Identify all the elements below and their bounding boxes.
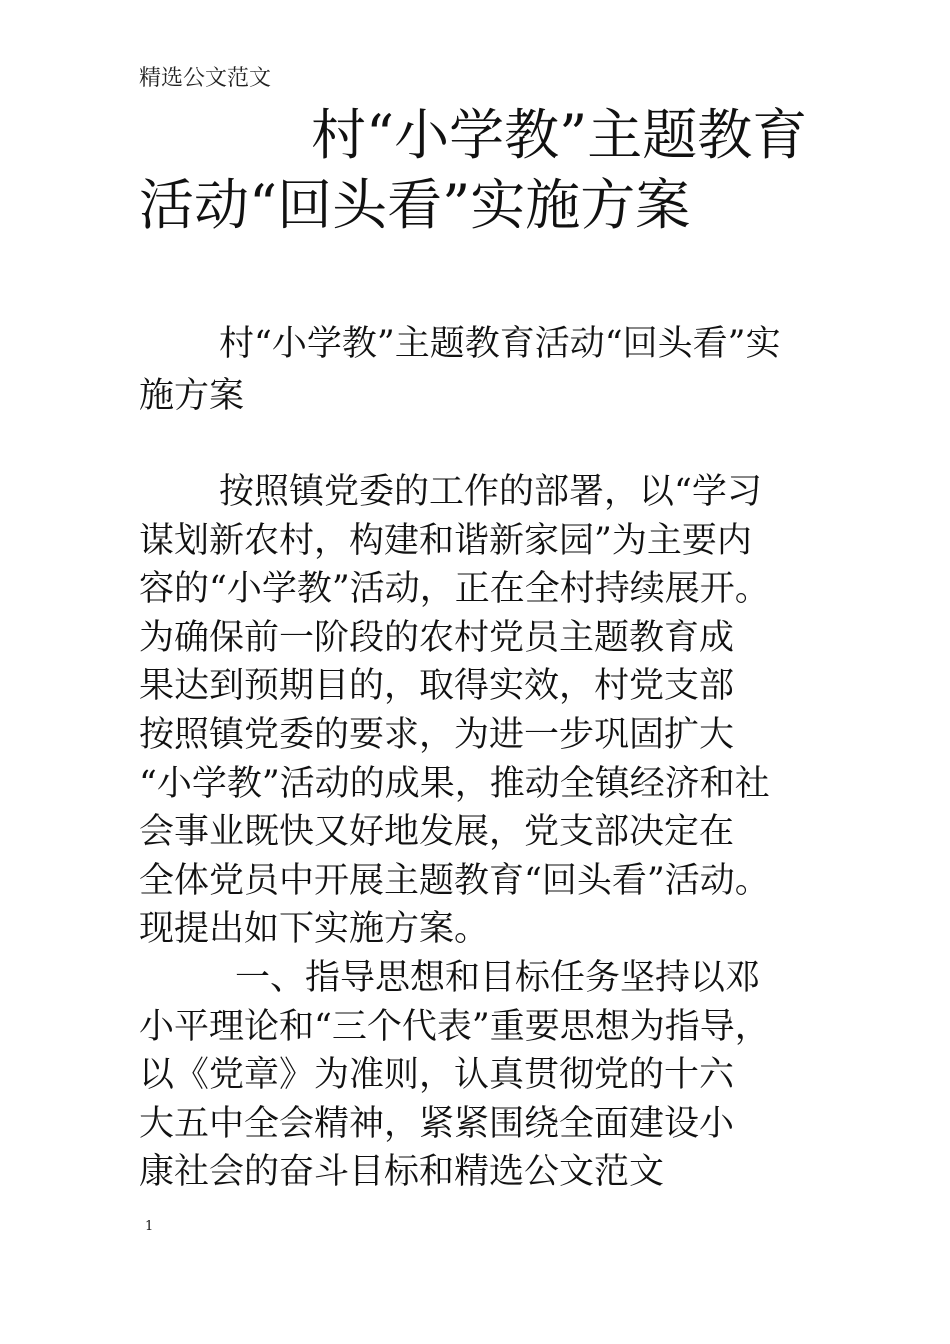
body-line: 为确保前一阶段的农村党员主题教育成 xyxy=(139,617,735,658)
body-line: 以《党章》为准则，认真贯彻党的十六 xyxy=(139,1055,735,1096)
title-line: 村“小学教”主题教育 xyxy=(311,103,808,167)
body-line: 谋划新农村，构建和谐新家园”为主要内 xyxy=(139,520,752,561)
body-line: 一、指导思想和目标任务坚持以邓 xyxy=(235,957,761,998)
body-line: 按照镇党委的要求，为进一步巩固扩大 xyxy=(139,714,735,755)
body-line: 大五中全会精神，紧紧围绕全面建设小 xyxy=(139,1103,735,1144)
body-line: 全体党员中开展主题教育“回头看”活动。 xyxy=(139,860,770,901)
page-header: 精选公文范文 xyxy=(139,66,272,91)
subtitle-line: 村“小学教”主题教育活动“回头看”实 xyxy=(219,324,781,364)
body-text xyxy=(139,468,839,1246)
body-line: 康社会的奋斗目标和精选公文范文 xyxy=(139,1152,665,1193)
body-line: 会事业既快又好地发展，党支部决定在 xyxy=(139,812,735,853)
subtitle-line: 施方案 xyxy=(139,376,245,416)
document-title xyxy=(139,100,839,240)
body-line: 按照镇党委的工作的部署，以“学习 xyxy=(219,472,762,512)
body-line: 容的“小学教”活动，正在全村持续展开。 xyxy=(139,569,770,610)
document-subtitle xyxy=(139,318,839,422)
body-line-last xyxy=(139,1148,839,1245)
body-line: 小平理论和“三个代表”重要思想为指导， xyxy=(139,1006,770,1047)
page-number: 1 xyxy=(145,1218,154,1234)
body-line: 现提出如下实施方案。 xyxy=(139,909,490,950)
body-line: 果达到预期目的，取得实效，村党支部 xyxy=(139,666,735,707)
body-line: “小学教”活动的成果，推动全镇经济和社 xyxy=(139,763,770,804)
title-line: 活动“回头看”实施方案 xyxy=(139,173,691,237)
